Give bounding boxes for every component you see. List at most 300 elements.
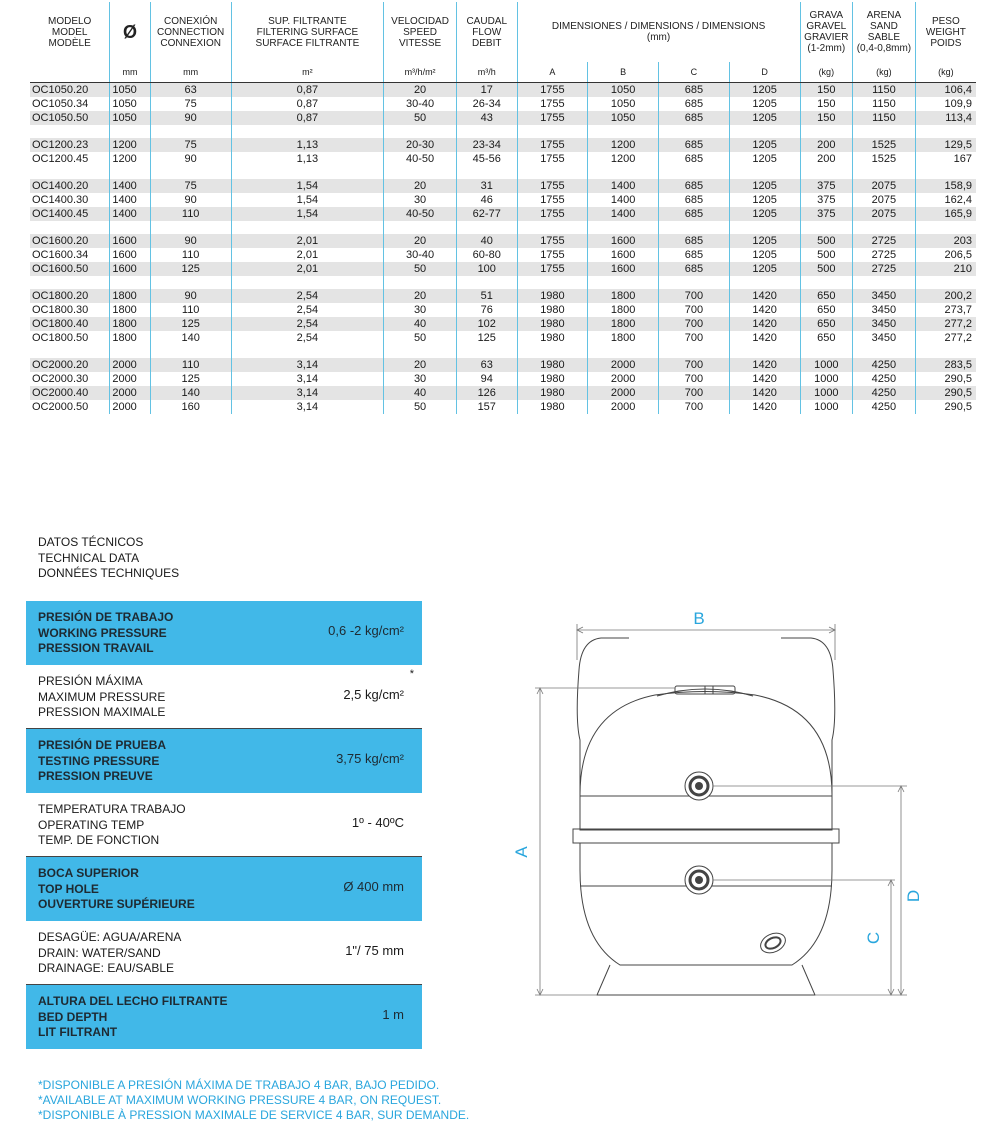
tech-label: PRESIÓN DE TRABAJO [38, 610, 174, 624]
spacer-cell [915, 166, 976, 179]
table-cell: 1800 [110, 289, 150, 303]
spacer-cell [800, 221, 853, 234]
header-diameter [110, 2, 150, 62]
unit-cell: (kg) [853, 62, 916, 82]
table-cell: 140 [150, 331, 231, 345]
table-cell: 110 [150, 303, 231, 317]
technical-data-heading [38, 535, 179, 582]
table-cell: 2000 [110, 400, 150, 414]
spacer-cell [915, 125, 976, 138]
table-cell: 3,14 [231, 358, 384, 372]
spacer-cell [853, 125, 916, 138]
table-cell: 685 [659, 152, 730, 166]
table-cell: 1,13 [231, 138, 384, 152]
table-cell: 2725 [853, 262, 916, 276]
table-cell: 1,54 [231, 207, 384, 221]
tech-label: TEMP. DE FONCTION [38, 833, 160, 847]
tank-belt [573, 829, 839, 843]
table-cell: 1400 [110, 207, 150, 221]
upper-port-icon [685, 772, 713, 800]
tech-label: PRESIÓN DE PRUEBA [38, 738, 167, 752]
table-cell: 2075 [853, 207, 916, 221]
table-row [30, 303, 976, 317]
footnotes [38, 1078, 469, 1123]
table-units-row [30, 62, 976, 82]
table-cell: 1150 [853, 111, 916, 125]
table-row [30, 400, 976, 414]
table-cell: 277,2 [915, 331, 976, 345]
unit-cell: m³/h/m² [384, 62, 457, 82]
header-line: ARENA [866, 10, 902, 21]
table-cell: 1205 [729, 193, 800, 207]
table-cell: 43 [456, 111, 517, 125]
table-row [30, 152, 976, 166]
header-line: VITESSE [398, 37, 442, 49]
table-cell: 1420 [729, 358, 800, 372]
model-cell: OC1400.20 [30, 179, 110, 193]
spacer-cell [384, 166, 457, 179]
tech-label: DRAINAGE: EAU/SABLE [38, 961, 175, 975]
table-cell: 685 [659, 179, 730, 193]
table-cell: 290,5 [915, 400, 976, 414]
table-cell: 90 [150, 234, 231, 248]
header-model [30, 2, 110, 62]
table-cell: 1050 [588, 82, 659, 97]
table-cell: 1420 [729, 400, 800, 414]
table-cell: 1400 [110, 193, 150, 207]
table-cell: 1205 [729, 262, 800, 276]
model-cell: OC1600.34 [32, 248, 89, 261]
spacer-cell [30, 125, 110, 138]
header-line: PESO [931, 15, 960, 27]
header-line: SAND [870, 21, 898, 32]
tech-row-labels [38, 802, 186, 849]
table-cell: 125 [150, 262, 231, 276]
table-cell: 157 [456, 400, 517, 414]
table-cell: 75 [150, 138, 231, 152]
table-row [30, 138, 976, 152]
table-cell: 2075 [853, 179, 916, 193]
table-cell: 2725 [853, 234, 916, 248]
table-cell: 1,54 [231, 193, 384, 207]
table-cell: 113,4 [915, 111, 976, 125]
table-cell: 200 [800, 152, 853, 166]
table-cell: 102 [456, 317, 517, 331]
table-row [30, 248, 976, 262]
table-cell: 125 [150, 317, 231, 331]
table-cell: 4250 [853, 400, 916, 414]
spacer-cell [456, 166, 517, 179]
table-cell: 1050 [110, 82, 150, 97]
drain-icon [757, 929, 788, 956]
table-cell: 1050 [110, 97, 150, 111]
table-cell: 2000 [588, 386, 659, 400]
table-cell: 50 [384, 262, 457, 276]
spacer-cell [110, 166, 150, 179]
table-cell: 90 [150, 289, 231, 303]
header-line: Ø [123, 21, 138, 42]
model-cell: OC1800.40 [30, 317, 110, 331]
table-cell: 126 [456, 386, 517, 400]
table-cell: 90 [150, 193, 231, 207]
table-cell: 2,54 [231, 331, 384, 345]
table-row [30, 193, 976, 207]
table-cell: 75 [150, 97, 231, 111]
table-cell: 290,5 [915, 372, 976, 386]
model-cell: OC1600.50 [30, 262, 110, 276]
header-weight [915, 2, 976, 62]
tech-label: ALTURA DEL LECHO FILTRANTE [38, 994, 228, 1008]
table-cell: 1420 [729, 331, 800, 345]
table-cell: 650 [800, 331, 853, 345]
table-cell: 206,5 [915, 248, 976, 262]
table-cell: 20 [384, 234, 457, 248]
table-cell: 31 [456, 179, 517, 193]
table-cell: 500 [800, 248, 853, 262]
table-cell: 40 [384, 386, 457, 400]
tech-value: 1 m [382, 1007, 404, 1022]
model-cell: OC1600.20 [30, 234, 110, 248]
table-cell: 2,01 [231, 234, 384, 248]
table-cell: 109,9 [915, 97, 976, 111]
spacer-cell [384, 125, 457, 138]
table-cell: 90 [150, 111, 231, 125]
table-cell: 1800 [588, 317, 659, 331]
table-cell: 30 [384, 372, 457, 386]
table-cell: 140 [150, 386, 231, 400]
spacer-cell [800, 125, 853, 138]
table-cell: 40-50 [384, 152, 457, 166]
table-cell: 2000 [588, 400, 659, 414]
table-cell: 2,01 [231, 262, 384, 276]
table-cell: 375 [800, 207, 853, 221]
table-cell: 165,9 [915, 207, 976, 221]
header-sand [853, 2, 916, 62]
spacer-cell [517, 166, 588, 179]
spacer-cell [853, 345, 916, 358]
table-cell: 1205 [729, 138, 800, 152]
tech-label: LIT FILTRANT [38, 1025, 118, 1039]
group-spacer [30, 276, 976, 289]
table-cell: 1525 [853, 152, 916, 166]
table-cell: 685 [659, 82, 730, 97]
table-cell: 1200 [110, 152, 150, 166]
table-cell: 1400 [588, 207, 659, 221]
table-cell: 30-40 [384, 97, 457, 111]
table-row [30, 111, 976, 125]
spacer-cell [150, 166, 231, 179]
table-cell: 30-40 [384, 248, 457, 262]
tech-row [26, 921, 422, 985]
table-cell: 1420 [729, 386, 800, 400]
table-cell: 1600 [110, 234, 150, 248]
tech-label: PRESSION MAXIMALE [38, 705, 166, 719]
table-cell: 162,4 [915, 193, 976, 207]
spacer-cell [729, 166, 800, 179]
table-cell: 1755 [517, 262, 588, 276]
tech-label: TESTING PRESSURE [38, 753, 160, 768]
table-cell: 500 [800, 262, 853, 276]
table-cell: 1755 [517, 179, 588, 193]
tech-label: DRAIN: WATER/SAND [38, 945, 161, 960]
model-cell: OC1400.45 [30, 207, 110, 221]
spacer-cell [517, 125, 588, 138]
header-gravel [800, 2, 853, 62]
heading-line-fr: DONNÉES TECHNIQUES [38, 566, 180, 580]
table-cell: 100 [456, 262, 517, 276]
table-cell: 23-34 [456, 138, 517, 152]
spacer-cell [588, 125, 659, 138]
table-cell: 650 [800, 317, 853, 331]
table-cell: 125 [150, 372, 231, 386]
unit-cell: m² [231, 62, 384, 82]
header-line: SUP. FILTRANTE [268, 15, 347, 27]
tech-value: 3,75 kg/cm² [336, 751, 404, 766]
table-cell: 700 [659, 317, 730, 331]
table-cell: 685 [659, 97, 730, 111]
spacer-cell [456, 125, 517, 138]
table-cell: 700 [659, 358, 730, 372]
table-cell: 20 [384, 82, 457, 97]
table-row [30, 179, 976, 193]
heading-line-es: DATOS TÉCNICOS [38, 535, 144, 549]
group-spacer [30, 221, 976, 234]
table-cell: 1755 [517, 97, 588, 111]
spacer-cell [588, 166, 659, 179]
table-cell: 30 [384, 193, 457, 207]
table-cell: 1000 [800, 386, 853, 400]
table-cell: 1980 [517, 317, 588, 331]
table-cell: 20 [384, 179, 457, 193]
group-spacer [30, 166, 976, 179]
header-dimensions [517, 2, 800, 62]
table-cell: 94 [456, 372, 517, 386]
table-cell: 1205 [729, 248, 800, 262]
spacer-cell [231, 276, 384, 289]
spacer-cell [30, 166, 110, 179]
table-cell: 1205 [729, 234, 800, 248]
table-cell: 210 [915, 262, 976, 276]
table-row [30, 82, 976, 97]
table-cell: 40 [456, 234, 517, 248]
header-line: GRAVA [809, 10, 844, 21]
spacer-cell [800, 166, 853, 179]
table-cell: 60-80 [456, 248, 517, 262]
table-cell: 685 [659, 262, 730, 276]
dimension-label-d: D [904, 889, 923, 903]
table-cell: 110 [150, 358, 231, 372]
table-cell: 1800 [588, 331, 659, 345]
spacer-cell [588, 276, 659, 289]
table-cell: 685 [659, 234, 730, 248]
tech-label: TOP HOLE [38, 881, 99, 896]
table-cell: 106,4 [915, 82, 976, 97]
spacer-cell [729, 125, 800, 138]
table-cell: 150 [800, 82, 853, 97]
footnote-fr: *DISPONIBLE À PRESSION MAXIMALE DE SERVICE 4 BAR, SUR DEMANDE. [38, 1108, 470, 1122]
spacer-cell [150, 221, 231, 234]
table-cell: 1980 [517, 303, 588, 317]
model-cell: OC1050.20 [30, 82, 110, 97]
spacer-cell [659, 345, 730, 358]
header-line: (0,4-0,8mm) [856, 43, 912, 54]
spacer-cell [231, 221, 384, 234]
spacer-cell [110, 345, 150, 358]
unit-cell: m³/h [456, 62, 517, 82]
spacer-cell [588, 345, 659, 358]
group-spacer [30, 345, 976, 358]
unit-cell [30, 62, 110, 82]
table-cell: 158,9 [915, 179, 976, 193]
table-cell: 1980 [517, 331, 588, 345]
table-cell: 2075 [853, 193, 916, 207]
header-line: GRAVEL [806, 21, 847, 32]
tech-label: TEMPERATURA TRABAJO [38, 802, 186, 816]
spacer-cell [517, 221, 588, 234]
table-cell: 500 [800, 234, 853, 248]
table-cell: 40-50 [384, 207, 457, 221]
table-cell: 700 [659, 386, 730, 400]
table-cell: 20-30 [384, 138, 457, 152]
tech-row [26, 793, 422, 857]
table-cell: 1755 [517, 111, 588, 125]
tech-row-labels [38, 930, 181, 977]
table-cell: 3450 [853, 289, 916, 303]
spacer-cell [30, 276, 110, 289]
table-cell: 110 [150, 207, 231, 221]
table-cell: 1800 [110, 317, 150, 331]
table-cell: 2000 [588, 372, 659, 386]
table-cell: 3450 [853, 317, 916, 331]
table-cell: 700 [659, 331, 730, 345]
unit-cell: mm [110, 62, 150, 82]
table-cell: 1755 [517, 138, 588, 152]
table-cell: 1755 [517, 193, 588, 207]
table-header-row [30, 2, 976, 62]
spacer-cell [729, 221, 800, 234]
table-cell: 685 [659, 207, 730, 221]
table-cell: 1150 [853, 82, 916, 97]
model-cell: OC2000.20 [30, 358, 110, 372]
table-cell: 1205 [729, 179, 800, 193]
table-cell: 75 [150, 179, 231, 193]
header-line: MODÈLE [48, 37, 91, 49]
table-cell: 1980 [517, 386, 588, 400]
tech-label: WORKING PRESSURE [38, 625, 167, 640]
table-cell: 1800 [588, 303, 659, 317]
spacer-cell [800, 276, 853, 289]
table-cell: 2725 [853, 248, 916, 262]
tech-label: OPERATING TEMP [38, 817, 145, 832]
table-cell: 1800 [588, 289, 659, 303]
tech-label: PRESSION TRAVAIL [38, 641, 154, 655]
table-cell: 2000 [110, 372, 150, 386]
header-line: FLOW [472, 26, 502, 38]
table-cell: 700 [659, 289, 730, 303]
spacer-cell [853, 166, 916, 179]
table-cell: 1200 [588, 152, 659, 166]
footnote-en: *AVAILABLE AT MAXIMUM WORKING PRESSURE 4 BAR, ON REQUEST. [38, 1093, 442, 1107]
table-cell: 3450 [853, 303, 916, 317]
spacer-cell [30, 345, 110, 358]
spacer-cell [729, 345, 800, 358]
table-cell: 700 [659, 303, 730, 317]
table-cell: 50 [384, 331, 457, 345]
header-line: MODEL [51, 26, 88, 38]
table-cell: 1420 [729, 303, 800, 317]
tech-label: DESAGÜE: AGUA/ARENA [38, 930, 182, 944]
table-cell: 1600 [588, 234, 659, 248]
table-cell: 1400 [588, 193, 659, 207]
table-cell: 160 [150, 400, 231, 414]
table-row [30, 289, 976, 303]
table-cell: 1980 [517, 400, 588, 414]
table-cell: 1800 [110, 303, 150, 317]
table-cell: 1420 [729, 372, 800, 386]
tech-label: OUVERTURE SUPÉRIEURE [38, 897, 195, 911]
spacer-cell [110, 276, 150, 289]
spacer-cell [800, 345, 853, 358]
table-cell: 2000 [588, 358, 659, 372]
table-cell: 1420 [729, 317, 800, 331]
table-cell: 685 [659, 111, 730, 125]
spacer-cell [150, 276, 231, 289]
table-cell: 150 [800, 111, 853, 125]
table-cell: 1755 [517, 234, 588, 248]
spacer-cell [384, 345, 457, 358]
spacer-cell [517, 345, 588, 358]
unit-cell: (kg) [800, 62, 853, 82]
table-cell: 1980 [517, 358, 588, 372]
table-cell: 30 [384, 303, 457, 317]
table-cell: 375 [800, 179, 853, 193]
tank-upper-body [577, 638, 835, 830]
table-cell: 375 [800, 193, 853, 207]
table-cell: 45-56 [456, 152, 517, 166]
table-cell: 685 [659, 193, 730, 207]
header-line: CAUDAL [466, 15, 508, 27]
table-cell: 1980 [517, 372, 588, 386]
table-cell: 200 [800, 138, 853, 152]
table-cell: 1205 [729, 111, 800, 125]
spacer-cell [384, 276, 457, 289]
table-cell: 1050 [110, 111, 150, 125]
table-cell: 700 [659, 400, 730, 414]
spacer-cell [915, 345, 976, 358]
table-cell: 1000 [800, 358, 853, 372]
header-filtering-surface [231, 2, 384, 62]
table-cell: 1000 [800, 400, 853, 414]
asterisk-mark: * [409, 668, 414, 680]
header-line: DIMENSIONES / DIMENSIONS / DIMENSIONS [551, 21, 766, 32]
spacer-cell [853, 221, 916, 234]
table-cell: 1205 [729, 207, 800, 221]
table-cell: 3450 [853, 331, 916, 345]
table-cell: 2,54 [231, 317, 384, 331]
model-cell: OC1800.50 [32, 331, 89, 344]
filter-dimension-diagram [505, 600, 945, 1020]
table-cell: 1205 [729, 152, 800, 166]
unit-cell: D [729, 62, 800, 82]
model-cell: OC1200.45 [32, 152, 89, 165]
table-row [30, 331, 976, 345]
table-cell: 63 [456, 358, 517, 372]
table-cell: 1150 [853, 97, 916, 111]
tech-row-labels [38, 738, 166, 785]
tech-value: 1"/ 75 mm [345, 943, 404, 958]
table-cell: 1000 [800, 372, 853, 386]
tech-row-labels [38, 994, 228, 1041]
